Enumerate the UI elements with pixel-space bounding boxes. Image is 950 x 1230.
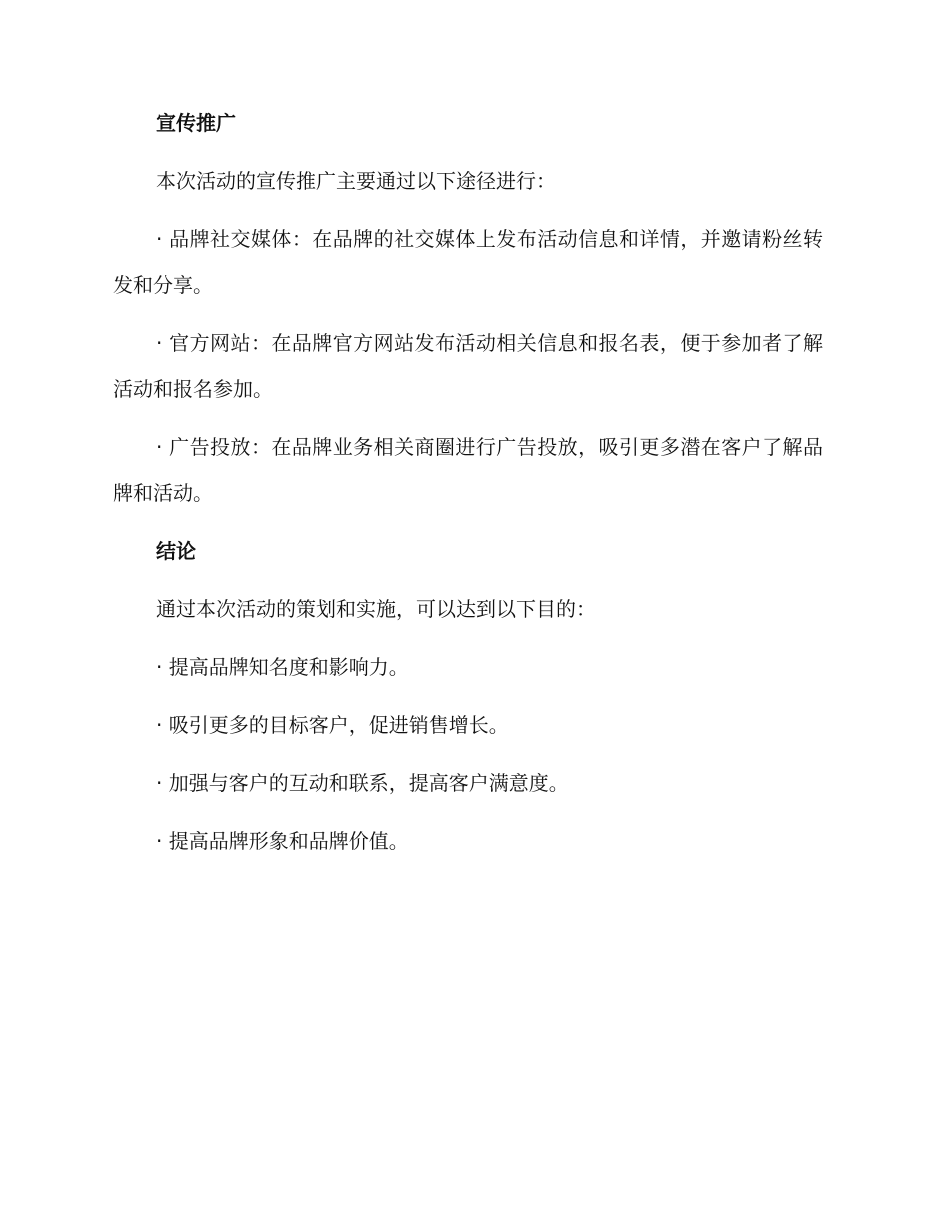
promotion-item-advertising: · 广告投放：在品牌业务相关商圈进行广告投放，吸引更多潜在客户了解品牌和活动。 (113, 435, 823, 505)
conclusion-item-customer-interaction: · 加强与客户的互动和联系，提高客户满意度。 (156, 771, 569, 795)
conclusion-item-brand-awareness: · 提高品牌知名度和影响力。 (156, 655, 409, 679)
section-heading-promotion: 宣传推广 (156, 111, 236, 135)
promotion-item-social-media: · 品牌社交媒体：在品牌的社交媒体上发布活动信息和详情，并邀请粉丝转发和分享。 (113, 227, 823, 297)
conclusion-item-brand-image: · 提高品牌形象和品牌价值。 (156, 829, 409, 853)
conclusion-item-target-customers: · 吸引更多的目标客户，促进销售增长。 (156, 713, 509, 737)
promotion-intro: 本次活动的宣传推广主要通过以下途径进行： (156, 169, 556, 193)
conclusion-intro: 通过本次活动的策划和实施，可以达到以下目的： (156, 597, 596, 621)
document-page (113, 108, 823, 864)
promotion-item-official-website: · 官方网站：在品牌官方网站发布活动相关信息和报名表，便于参加者了解活动和报名参加。 (113, 331, 823, 401)
section-heading-conclusion: 结论 (156, 539, 196, 563)
